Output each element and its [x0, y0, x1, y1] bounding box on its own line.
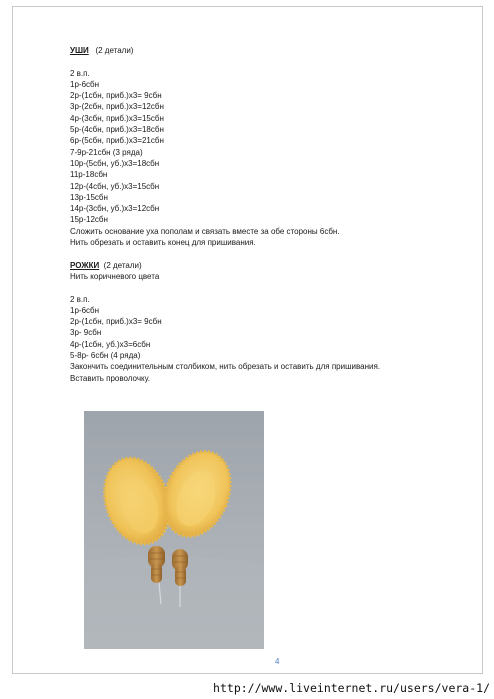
- instruction-line: 12р-(4сбн, уб.)х3=15сбн: [70, 181, 160, 191]
- horns-heading: [70, 260, 410, 271]
- instruction-line: 13р-15сбн: [70, 192, 108, 202]
- instruction-line: 2р-(1сбн, приб.)х3= 9сбн: [70, 91, 162, 101]
- ears-note: (2 детали): [95, 46, 134, 55]
- instruction-line: 2 в.п.: [70, 68, 90, 78]
- instruction-line: 3р- 9сбн: [70, 328, 102, 338]
- horns-title: РОЖКИ: [70, 260, 100, 270]
- instruction-line: 5-8р- 6сбн (4 ряда): [70, 351, 141, 361]
- instruction-line: Сложить основание уха пополам и связать вместе за обе стороны 6сбн.: [70, 226, 340, 236]
- instruction-line: 3р-(2сбн, приб.)х3=12сбн: [70, 102, 164, 112]
- ears-and-horns-photo: [84, 411, 264, 649]
- horns-note: (2 детали): [103, 260, 142, 270]
- horns-thread: Нить коричневого цвета: [70, 271, 160, 281]
- instruction-line: 11р-18сбн: [70, 170, 108, 180]
- instruction-line: 15р-12сбн: [70, 215, 108, 225]
- horns-instructions: [70, 294, 410, 384]
- instruction-line: Закончить соединительным столбиком, нить обрезать и оставить для пришивания.: [70, 362, 381, 372]
- instruction-line: Вставить проволочку.: [70, 373, 151, 383]
- crochet-photo: [84, 411, 264, 649]
- instruction-line: 2р-(1сбн, приб.)х3= 9сбн: [70, 317, 162, 327]
- instruction-line: 4р-(1сбн, уб.)х3=6сбн: [70, 339, 151, 349]
- instruction-line: 7-9р-21сбн (3 ряда): [70, 147, 143, 157]
- ears-title: УШИ: [70, 46, 89, 55]
- ears-instructions: [70, 68, 410, 249]
- instruction-line: 2 в.п.: [70, 294, 90, 304]
- source-url[interactable]: http://www.liveinternet.ru/users/vera-1/: [213, 681, 490, 695]
- page-number: 4: [275, 657, 280, 666]
- instruction-line: 1р-6сбн: [70, 305, 100, 315]
- instruction-line: 10р-(5сбн, уб.)х3=18сбн: [70, 158, 160, 168]
- instruction-line: 6р-(5сбн, приб.)х3=21сбн: [70, 136, 164, 146]
- ears-heading: [70, 45, 410, 56]
- pattern-text: [70, 45, 410, 384]
- instruction-line: Нить обрезать и оставить конец для пришивания.: [70, 238, 256, 248]
- instruction-line: 1р-6сбн: [70, 79, 100, 89]
- instruction-line: 14р-(3сбн, уб.)х3=12сбн: [70, 204, 160, 214]
- instruction-line: 4р-(3сбн, приб.)х3=15сбн: [70, 113, 164, 123]
- instruction-line: 5р-(4сбн, приб.)х3=18сбн: [70, 125, 164, 135]
- document-page: [12, 6, 483, 674]
